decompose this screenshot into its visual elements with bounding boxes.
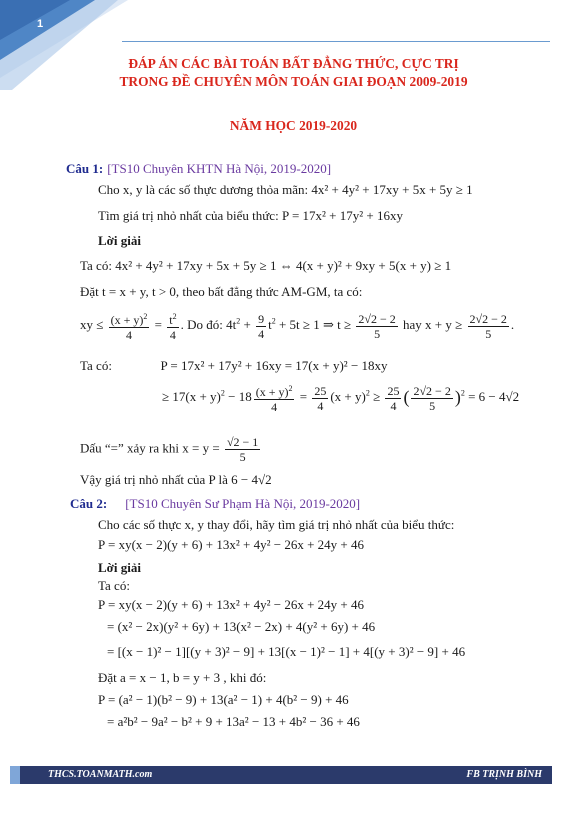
footer-author: FB TRỊNH BÌNH: [466, 769, 542, 780]
school-year: NĂM HỌC 2019-2020: [229, 118, 358, 133]
q1-dodo: . Do đó:: [180, 316, 223, 332]
q1-equality-text: Dấu “=” xảy ra khi: [80, 440, 180, 456]
q1-line4: ≥ $17(x + y)^2 - 18$ $\frac{(x + y)^2}{4}$ = $\frac{25}{4}$ $(x + y)^2$ ≥ $\frac{25}{4}$ ( $\frac{2√2 - 2}{5}$ )$^2$ = 6 − 4√2: [162, 383, 520, 414]
q2-l5: = a²b² − 9a² − b² + 9 + 13a² − 13 + 4b² − 36 + 46: [107, 714, 360, 729]
footer-bar: [20, 766, 552, 784]
q1-solution-label: Lời giải: [98, 233, 141, 248]
q1-amgm-line: xy ≤ $\frac{(x + y)^2}{4}$ = $\frac{t^2}{4}$ . Do đó: $4t^2$ + $\frac{9}{4}$ $t^2 + 5t \ge 1$ ⇒ t ≥ $\frac{2√2 - 2}{5}$ hay x + y ≥ $\frac{2√2 - 2}{5}$ .: [80, 311, 515, 342]
page-number: 1: [37, 18, 44, 30]
q1-set-suffix: , theo bất đẳng thức AM-GM, ta có:: [175, 284, 363, 299]
q2-taco: Ta có:: [98, 578, 130, 593]
q2-l2: = (x² − 2x)(y² + 6y) + 13(x² − 2x) + 4(y² + 6y) + 46: [107, 619, 376, 634]
q2-set: Đặt a = x − 1, b = y + 3 , khi đó:: [98, 670, 267, 685]
q1-ask: [98, 208, 403, 224]
question-2-source: [TS10 Chuyên Sư Phạm Hà Nội, 2019-2020]: [125, 496, 361, 511]
question-2-heading: [70, 495, 360, 513]
doc-title-line2: TRONG ĐỀ CHUYÊN MÔN TOÁN GIAI ĐOẠN 2009-2019: [119, 74, 468, 89]
q2-l4: P = (a² − 1)(b² − 9) + 13(a² − 1) + 4(b² − 9) + 46: [98, 692, 349, 707]
q2-l1: P = xy(x − 2)(y + 6) + 13x² + 4y² − 26x + 24y + 46: [98, 597, 365, 612]
q1-result-expr: 6 − 4√2: [231, 472, 272, 487]
q2-solution-label: Lời giải: [98, 560, 141, 575]
q1-taco-2: Ta có:: [80, 358, 112, 373]
q2-ask-expr: P = xy(x − 2)(y + 6) + 13x² + 4y² − 26x + 24y + 46: [98, 537, 365, 552]
q1-result-text: Vậy giá trị nhỏ nhất của P là: [80, 472, 228, 487]
q1-equality: Dấu “=” xảy ra khi x = y = $\frac{√2 - 1}{5}$: [80, 435, 259, 464]
q1-hay: hay: [403, 316, 422, 332]
q1-given-text: Cho x, y là các số thực dương thỏa mãn:: [98, 182, 309, 197]
q1-line1-expr: 4x² + 4y² + 17xy + 5x + 5y ≥ 1 ⇔ 4(x + y)² + 9xy + 5(x + y) ≥ 1: [115, 258, 452, 273]
q1-set-prefix: Đặt: [80, 284, 99, 299]
q1-given-expr: 4x² + 4y² + 17xy + 5x + 5y ≥ 1: [311, 182, 473, 197]
q2-ask-text: Cho các số thực x, y thay đổi, hãy tìm giá trị nhỏ nhất của biểu thức:: [98, 517, 455, 532]
footer-website[interactable]: THCS.TOANMATH.com: [48, 769, 153, 780]
question-1-label: Câu 1:: [66, 161, 104, 176]
q1-line1: [80, 258, 451, 274]
q1-ask-expr: P = 17x² + 17y² + 16xy: [281, 208, 403, 223]
q1-line3-expr: P = 17x² + 17y² + 16xy = 17(x + y)² − 18xy: [160, 358, 388, 373]
question-1-heading: [66, 160, 331, 178]
header-rule: [122, 41, 550, 42]
question-1-source: [TS10 Chuyên KHTN Hà Nội, 2019-2020]: [107, 161, 332, 176]
question-2-label: Câu 2:: [70, 496, 108, 511]
q1-given: [98, 182, 473, 198]
q1-taco: Ta có:: [80, 258, 112, 273]
q1-set: [80, 284, 362, 300]
q1-set-expr: t = x + y, t > 0: [102, 284, 176, 299]
doc-title-line1: ĐÁP ÁN CÁC BÀI TOÁN BẤT ĐẲNG THỨC, CỰC TRỊ: [128, 56, 459, 71]
q1-result: [80, 472, 272, 488]
q1-ask-text: Tìm giá trị nhỏ nhất của biểu thức:: [98, 208, 279, 223]
q1-line3: [80, 358, 388, 374]
q2-l3: = [(x − 1)² − 1][(y + 3)² − 9] + 13[(x − 1)² − 1] + 4[(y + 3)² − 9] + 46: [107, 644, 466, 659]
